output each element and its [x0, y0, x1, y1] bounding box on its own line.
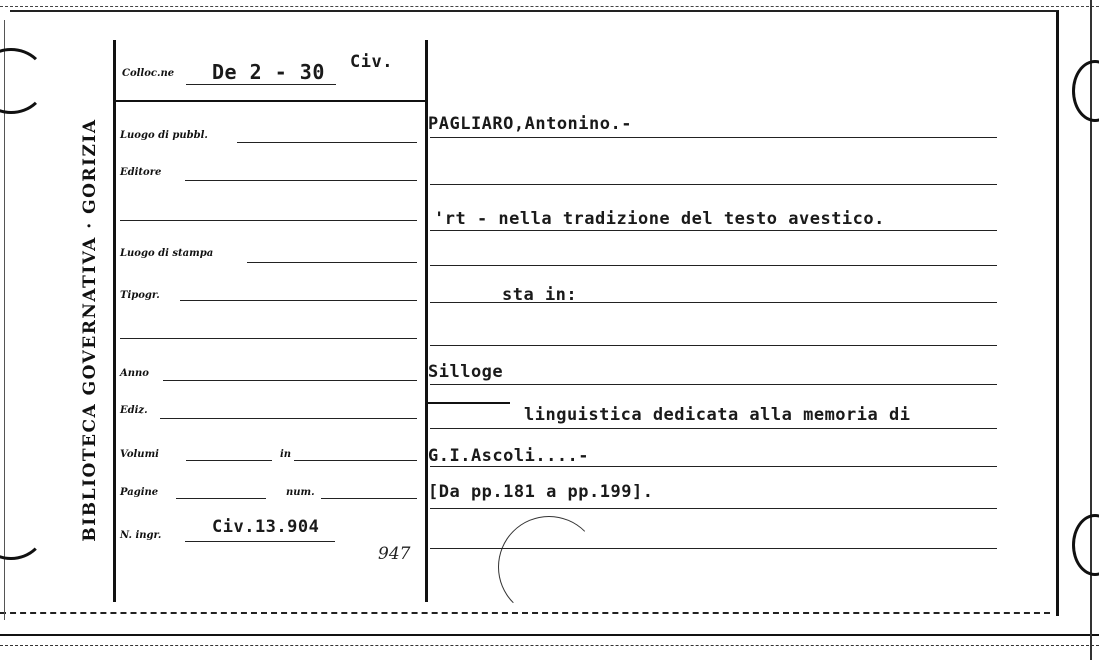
- label-luogo-stampa: Luogo di stampa: [120, 248, 214, 259]
- label-n-ingr: N. ingr.: [120, 530, 162, 541]
- line-anno: [163, 380, 417, 381]
- line-n-ingr: [185, 541, 335, 542]
- line-pagine: [176, 498, 266, 499]
- line-luogo-stampa: [247, 262, 417, 263]
- line-tipografo-2: [120, 338, 417, 339]
- label-edizione: Ediz.: [120, 405, 148, 416]
- entry-rule-3: [430, 230, 997, 231]
- line-volumi: [186, 460, 272, 461]
- entry-rule-7: [430, 384, 997, 385]
- line-num: [321, 498, 417, 499]
- entry-rule-9: [430, 466, 997, 467]
- entry-rule-2: [430, 184, 997, 185]
- label-volumi: Volumi: [120, 449, 159, 460]
- entry-rule-1: [430, 137, 997, 138]
- handwritten-number: 947: [378, 544, 411, 564]
- entry-pages: [Da pp.181 a pp.199].: [428, 482, 654, 502]
- value-collocazione: De 2 - 30: [212, 60, 325, 84]
- entry-ascoli: G.I.Ascoli....-: [428, 446, 590, 466]
- label-luogo-pubbl: Luogo di pubbl.: [120, 130, 208, 141]
- label-tipografo: Tipogr.: [120, 290, 160, 301]
- line-editore: [185, 180, 417, 181]
- card-bottom-edge-2: [0, 645, 1099, 646]
- line-editore-2: [120, 220, 417, 221]
- line-in: [294, 460, 417, 461]
- label-collocazione: Colloc.ne: [122, 68, 175, 79]
- entry-silloge: Silloge: [428, 362, 504, 382]
- line-luogo-pubbl: [237, 142, 417, 143]
- value-collocazione-civ: Civ.: [350, 52, 393, 72]
- silloge-dash: [428, 402, 510, 404]
- left-column-rule: [113, 40, 116, 602]
- label-num: num.: [286, 487, 315, 498]
- line-edizione: [160, 418, 417, 419]
- label-anno: Anno: [120, 368, 149, 379]
- entry-sta-in: sta in:: [502, 285, 578, 305]
- entry-rule-6: [430, 345, 997, 346]
- punch-hole-top-right: [1072, 60, 1099, 122]
- library-stamp: BIBLIOTECA GOVERNATIVA · GORIZIA: [80, 118, 100, 542]
- value-n-ingr: Civ.13.904: [212, 517, 320, 537]
- label-pagine: Pagine: [120, 487, 159, 498]
- label-editore: Editore: [120, 167, 162, 178]
- colloc-separator: [113, 100, 426, 102]
- entry-rule-11: [430, 548, 997, 549]
- label-in: in: [280, 449, 292, 460]
- punch-hole-bottom-right: [1072, 514, 1099, 576]
- entry-silloge-cont: linguistica dedicata alla memoria di: [524, 405, 911, 425]
- entry-title: 'rt - nella tradizione del testo avestico.: [434, 209, 885, 229]
- entry-rule-4: [430, 265, 997, 266]
- entry-author: PAGLIARO,Antonino.-: [428, 114, 632, 134]
- line-tipografo: [180, 300, 417, 301]
- center-hole-mark: [498, 516, 600, 618]
- card-bottom-rule: [0, 634, 1099, 636]
- entry-rule-10: [430, 508, 997, 509]
- entry-rule-8: [430, 428, 997, 429]
- card-top-edge: [0, 6, 1099, 7]
- colloc-underline: [186, 84, 336, 85]
